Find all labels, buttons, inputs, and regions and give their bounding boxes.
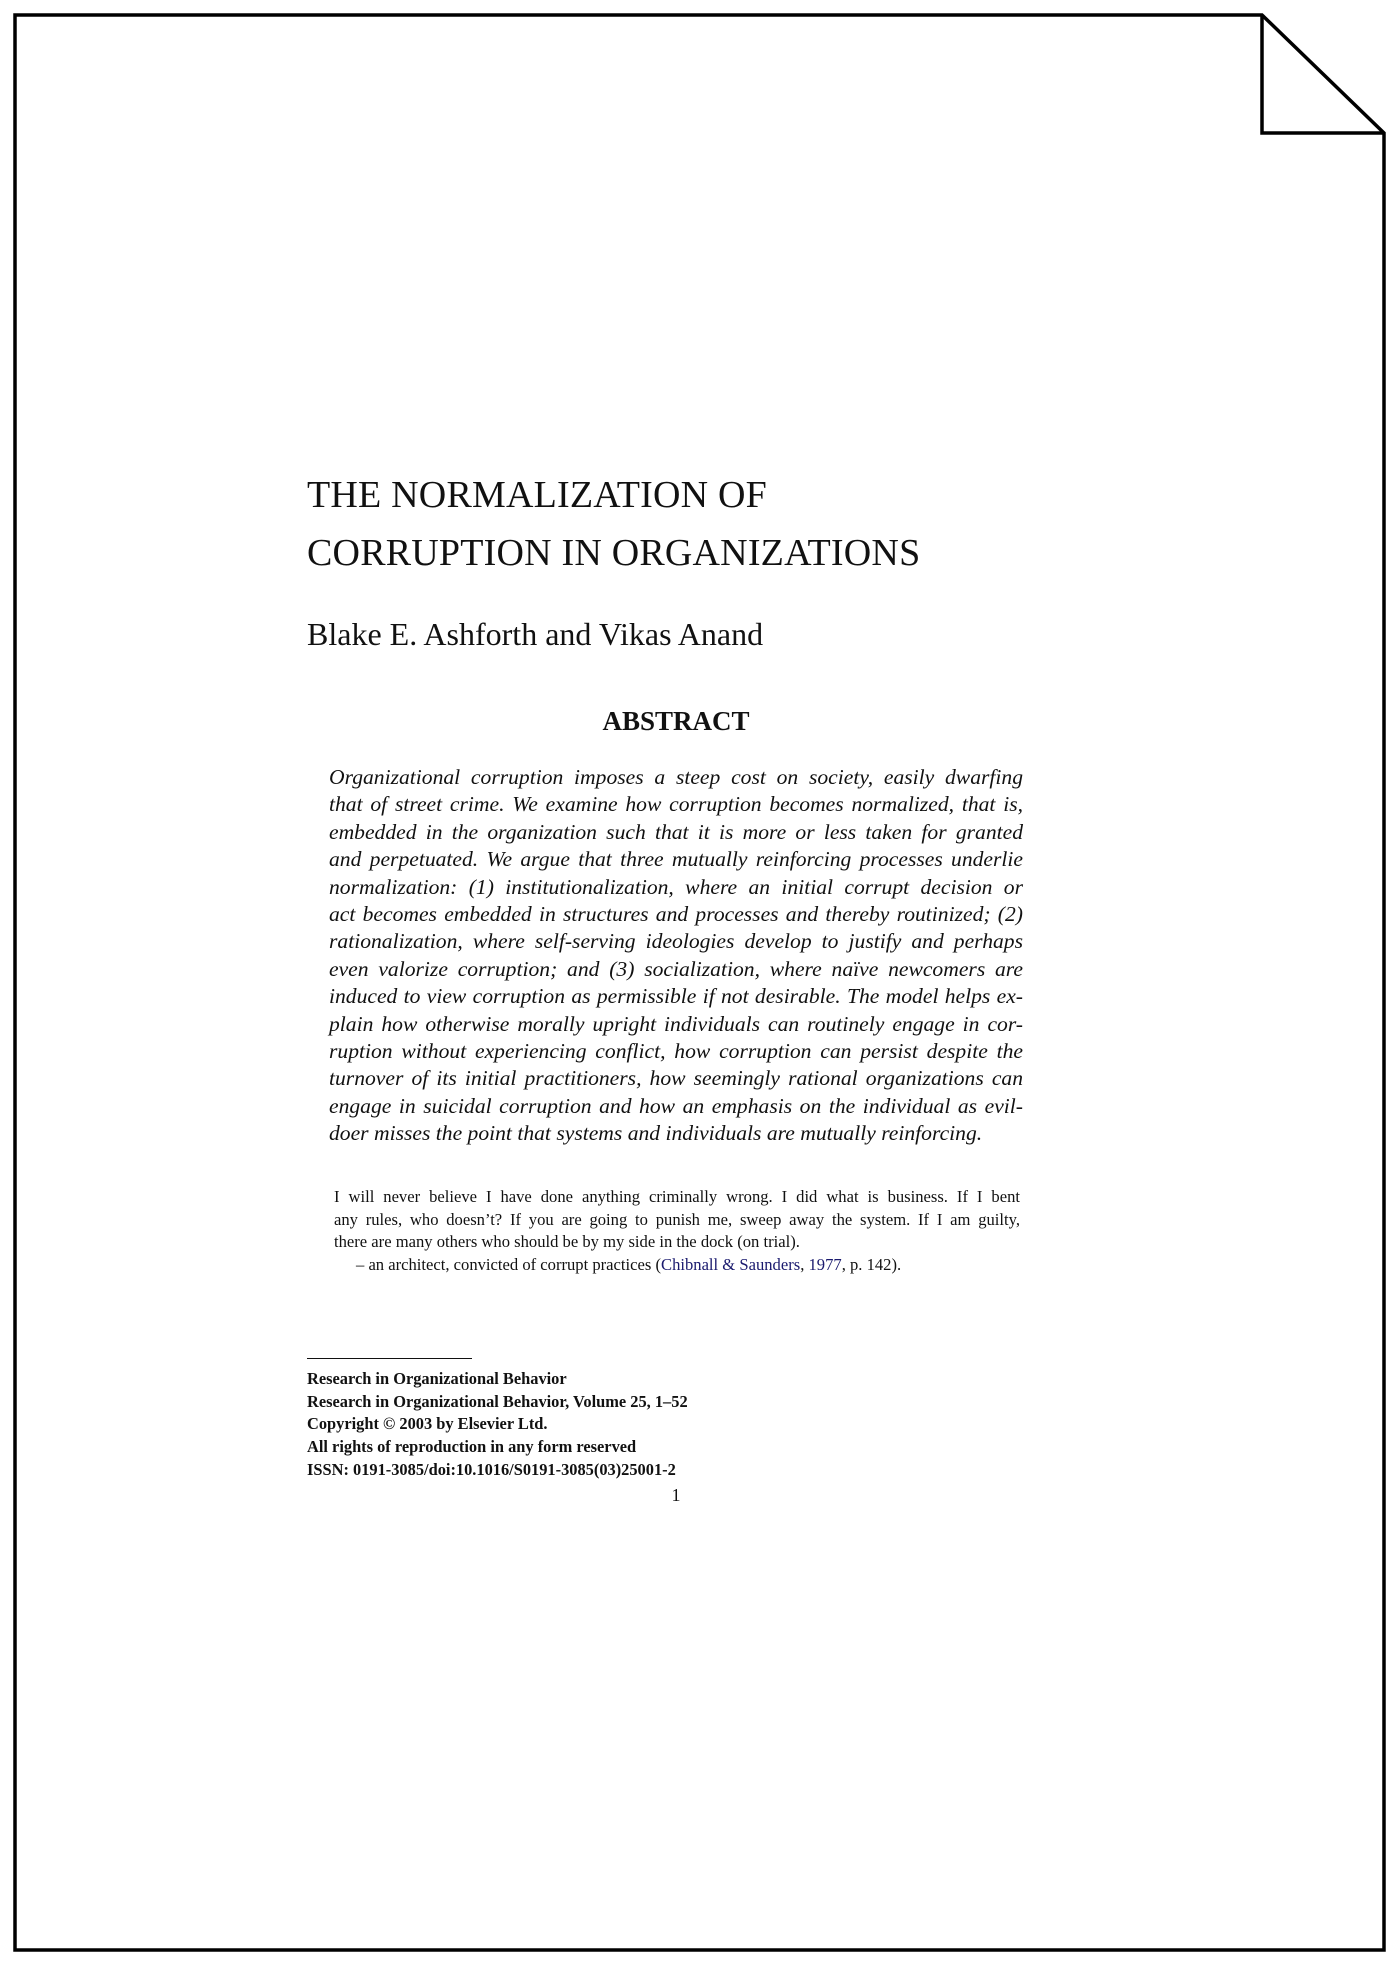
abstract-body [329,764,1023,1148]
epigraph-attribution [334,1254,1020,1277]
epigraph-quote [334,1186,1020,1276]
epigraph-line: there are many others who should be by my side in the dock (on trial). [334,1232,800,1252]
abstract-heading: ABSTRACT [602,706,750,736]
abstract-line: induced to view corruption as permissible if not desirable. The model helps ex- [329,984,1023,1009]
paper-title [307,466,920,582]
abstract-line: doer misses the point that systems and individuals are mutually reinforcing. [329,1121,983,1146]
epigraph-line: any rules, who doesn’t? If you are going to punish me, sweep away the system. If I am guilty, [334,1209,1020,1229]
abstract-line: that of street crime. We examine how corruption becomes normalized, that is, [329,792,1023,817]
abstract-line: engage in suicidal corruption and how an emphasis on the individual as evil- [329,1093,1023,1118]
attribution-suffix: , p. 142). [841,1254,902,1274]
title-line-2: CORRUPTION IN ORGANIZATIONS [307,532,921,574]
page-number: 1 [671,1485,681,1505]
footnote-line: All rights of reproduction in any form reserved [307,1437,637,1457]
authors: Blake E. Ashforth and Vikas Anand [307,616,764,652]
footnote-divider [307,1358,472,1359]
abstract-line: turnover of its initial practitioners, how seemingly rational organizations can [329,1066,1023,1091]
footnote-line: ISSN: 0191-3085/doi:10.1016/S0191-3085(03)25001-2 [307,1459,676,1479]
abstract-line: act becomes embedded in structures and processes and thereby routinized; (2) [329,902,1023,927]
attribution-prefix: – an architect, convicted of corrupt practices ( [356,1254,661,1274]
abstract-line: rationalization, where self-serving ideologies develop to justify and perhaps [329,929,1023,954]
citation-year-link[interactable]: 1977 [808,1254,842,1274]
footnote-line: Research in Organizational Behavior, Volume 25, 1–52 [307,1391,688,1411]
abstract-line: plain how otherwise morally upright individuals can routinely engage in cor- [329,1011,1023,1036]
footnote-line: Copyright © 2003 by Elsevier Ltd. [307,1414,548,1434]
abstract-line: ruption without experiencing conflict, how corruption can persist despite the [329,1039,1023,1064]
publication-footnote [307,1368,688,1482]
abstract-line: even valorize corruption; and (3) socialization, where naïve newcomers are [329,956,1023,981]
epigraph-line: I will never believe I have done anything criminally wrong. I did what is business. If I bent [334,1187,1020,1206]
footnote-line: Research in Organizational Behavior [307,1369,567,1388]
citation-authors-link[interactable]: Chibnall & Saunders [661,1254,801,1274]
title-line-1: THE NORMALIZATION OF [307,474,767,516]
abstract-line: embedded in the organization such that it is more or less taken for granted [329,819,1023,844]
citation-separator: , [800,1254,809,1274]
abstract-line: normalization: (1) institutionalization, where an initial corrupt decision or [329,874,1023,899]
abstract-line: and perpetuated. We argue that three mutually reinforcing processes underlie [329,847,1023,872]
abstract-line: Organizational corruption imposes a steep cost on society, easily dwarfing [329,765,1023,789]
